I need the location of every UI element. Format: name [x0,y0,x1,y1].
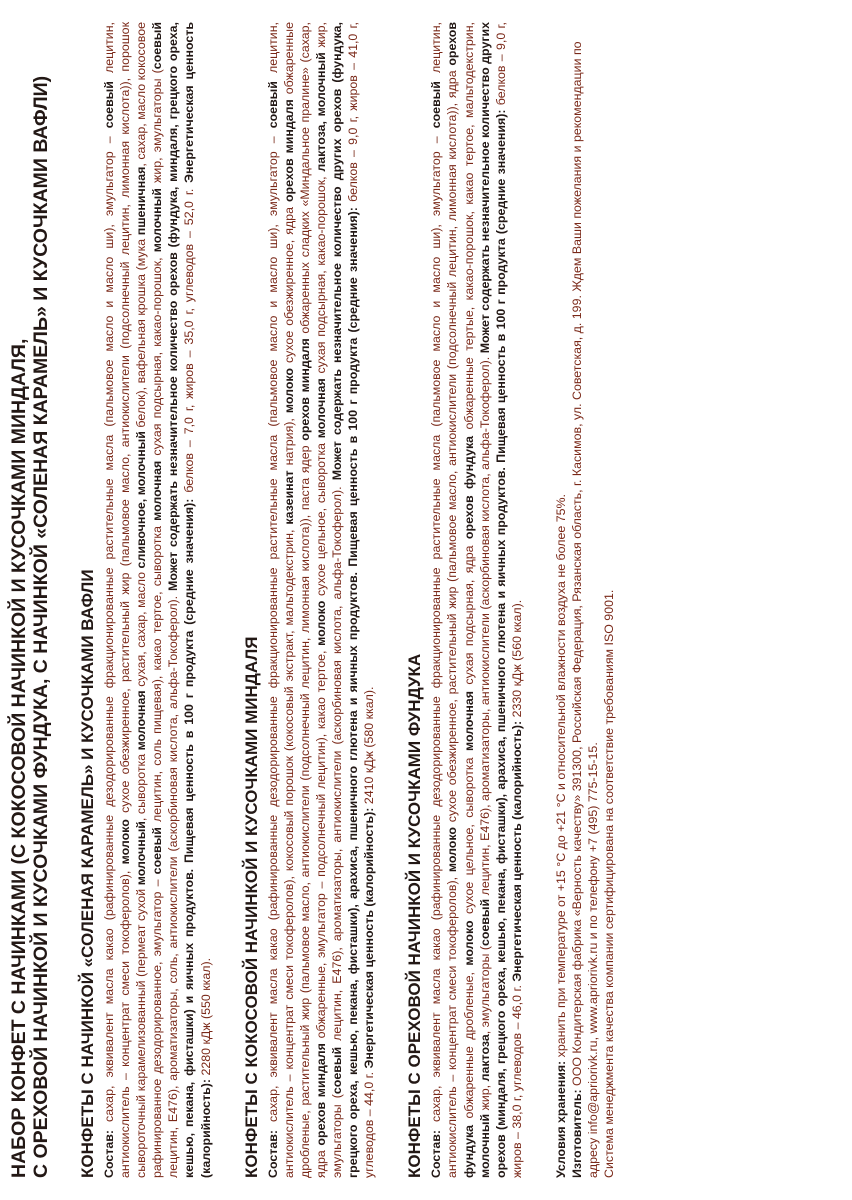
bold-text: молочная [461,691,476,752]
section-ingredients [101,22,214,1178]
bold-text: молочный [134,821,149,886]
body-text: обжаренные тертые, какао-порошок, какао тертое, мальтодекстрин, [461,22,476,436]
manufacturer-text: ООО Кондитерская фабрика «Верность качеству» 391300, Российская Федерация, Рязанская область, г. Касимов, ул. Советская, д. 199. Ждем Ваши пожелания и рекомендации по адресу info@apriorivk.ru, www.apriorivk.ru и по телефону +7 (495) 775-15-15. [569,41,601,1178]
section-ingredients [428,22,525,1178]
body-text: лецитин, Е476), ароматизаторы, антиокислители (аскорбиновая кислота, альфа-Токоферол). [477,353,492,899]
bold-text: Энергетическая ценность (калорийность): [362,807,377,1069]
bold-text: молочный [150,188,165,253]
body-text: белок), вафельная крошка (мука [134,235,149,432]
bold-text: соевый [102,81,116,129]
bold-text: молоко [461,920,476,966]
bold-text: лактоза, молочный [313,52,328,172]
iso-certification: Система менеджмента качества компании сертифицирована на соответствие требованиям ISO 9001. [602,589,617,1178]
bold-text: соевый [429,81,444,129]
bold-text: молочный [477,1113,492,1178]
body-text: лецитин, Е476), ароматизаторы, антиокислители (аскорбиновая кислота, альфа-Токоферол). [330,480,345,1047]
body-text: сухое цельное, сыворотка [461,751,476,921]
product-section [405,22,525,1178]
body-text: сухое обезжиренное, ядра [281,202,296,368]
body-text: обжаренные, эмульгатор – подсолнечный лецитин), какао тертое, [313,645,328,1044]
body-text: жир, эмульгаторы ( [150,69,165,189]
bold-text: молочная [134,690,149,751]
manufacturer-info [569,22,601,1178]
body-text: обжаренные дробленые, [461,965,476,1125]
bold-text: Энергетическая ценность (калорийность): [509,720,524,982]
bold-text: Может содержать незначительное количество других орехов (миндаля, грецкого ореха, кешью, пекана, фисташки), арахиса, пшеничного глютена и яичных продуктов. Пищевая ценность в 100 г продукта (средние значения): [477,22,508,1178]
bold-text: молоко [281,368,296,414]
bold-text: соевый [150,827,165,875]
body-text: жир, [477,1081,492,1114]
bold-text: орехов фундука [461,435,476,540]
section-title: КОНФЕТЫ С НАЧИНКОЙ «СОЛЕНАЯ КАРАМЕЛЬ» И КУСОЧКАМИ ВАФЛИ [78,569,97,1178]
product-section [242,22,378,1178]
bold-text: орехов фундука [445,22,476,1178]
section-title: КОНФЕТЫ С ОРЕХОВОЙ НАЧИНКОЙ И КУСОЧКАМИ ФУНДУКА [405,653,425,1178]
bold-text: Может содержать незначительное количество орехов (фундука, миндаля, грецкого ореха, кешью, пекана, фисташки) и яичных продуктов. Пищевая ценность в 100 г продукта (средние значения): [166,22,197,1178]
storage-conditions [553,22,569,1178]
bold-text: соевый [150,22,165,70]
body-text: сухое обезжиренное, растительный жир (пальмовое масло, антиокислители (подсолнечный лецитин, лимонная кислота)), ядра [445,65,460,828]
body-text: лецитин, антиокислитель – концентрат смеси токоферолов), кокосовый порошок (кокосовый экстракт, мальтодекстрин, [265,22,296,1178]
page-title [8,22,52,1178]
body-text: сухая подсырная, ядра [461,539,476,692]
body-text: 2280 кДж (550 ккал). [198,957,213,1079]
body-text: обжаренные дробленые, растительный жир (пальмовое масло, антиокислители (подсолнечный лецитин, лимонная кислота)), паста ядер [281,22,312,1178]
bold-text: молоко [118,819,133,865]
bold-text: Энергетическая ценность (калорийность): [182,22,213,1178]
body-text: сухое цельное, сыворотка [313,438,328,601]
body-text: сахар, эквивалент масла какао (рафинированные дезодорированные фракционированные растительные масла (пальмовое масло и масло ши), эмульгатор – [102,128,116,1131]
bold-text: соевый [477,898,492,947]
body-text: натрия), [281,413,296,471]
label-footer [553,22,617,1178]
manufacturer-label: Изготовитель: [569,1089,584,1178]
body-text: , сахар, масло кокосовое рафинированное дезодорированное, эмульгатор – [134,21,165,1178]
body-text: сухая, сахар, масло [134,568,149,691]
bold-text: пшеничная [134,166,149,236]
body-text: сухая подсырная, какао-порошок, [150,252,165,461]
body-text: белков – 7,0 г, жиров – 35,0 г, углеводов – 52,0 г. [182,182,197,499]
storage-label: Условия хранения: [553,1060,568,1178]
storage-text: хранить при температуре от +15 °С до +21 °С и относительной влажности воздуха не более 75%. [553,494,568,1061]
section-title: КОНФЕТЫ С КОКОСОВОЙ НАЧИНКОЙ И КУСОЧКАМИ МИНДАЛЯ [241,636,261,1178]
body-text: , сыворотка [134,750,149,822]
body-text: сахар, эквивалент масла какао (рафинированные дезодорированные фракционированные растительные масла (пальмовое масло и масло ши), эмульгатор – [265,128,280,1131]
body-text: лецитин, Е476), ароматизаторы, соль, антиокислители (аскорбиновая кислота, альфа-Токоферол). [166,591,181,1178]
body-text: обжаренных сладких «Миндальное пралине» (сахар, ядра [297,21,328,1178]
bold-text: молочная [313,378,328,439]
body-text: сухая подсырная, какао-порошок, [313,171,328,379]
body-text: , эмульгаторы ( [477,946,492,1035]
title-line-1: НАБОР КОНФЕТ С НАЧИНКАМИ (С КОКОСОВОЙ НАЧИНКОЙ И КУСОЧКАМИ МИНДАЛЯ, [8,338,30,1178]
body-text: сахар, эквивалент масла какао (рафинированные дезодорированные фракционированные растительные масла (пальмовое масло и масло ши), эмульгатор – [429,128,444,1131]
bold-text: соевый [330,1046,345,1095]
body-text: лецитин, антиокислитель – концентрат смеси токоферолов), [102,22,133,1178]
section-ingredients [265,22,378,1178]
bold-text: молоко [445,827,460,873]
bold-text: Состав: [265,1130,280,1178]
bold-text: Состав: [429,1130,444,1178]
bold-text: Состав: [102,1130,116,1178]
product-section [78,22,214,1178]
bold-text: сливочное, молочный [134,431,149,569]
bold-text: молоко [313,600,328,646]
bold-text: орехов миндаля [313,1043,328,1146]
bold-text: лактоза [477,1034,492,1082]
bold-text: орехов миндаля [297,338,312,441]
body-text: белков – 9,0 г, жиров – 41,0 г, углеводов – 44,0 г. [346,22,377,1178]
title-line-2: С ОРЕХОВОЙ НАЧИНКОЙ И КУСОЧКАМИ ФУНДУКА, С НАЧИНКОЙ «СОЛЕНАЯ КАРАМЕЛЬ» И КУСОЧКАМИ ВАФЛИ) [30,75,52,1178]
body-text: 2410 кДж (580 ккал). [362,686,377,808]
body-text: лецитин, антиокислитель – концентрат смеси токоферолов), [429,22,460,1178]
bold-text: казеинат [281,470,296,525]
bold-text: молочная [150,460,165,521]
body-text: 2330 кДж (560 ккал). [509,599,524,721]
body-text: жир, эмульгаторы ( [313,22,345,1178]
body-text: лецитин, соль пищевая), какао тертое, сыворотка [150,520,165,828]
bold-text: соевый [265,81,280,129]
bold-text: Может содержать незначительное количество других орехов (фундука, грецкого ореха, кешью, пекана, фисташки), арахиса, пшеничного глютена и яичных продуктов. Пищевая ценность в 100 г продукта (средние значения): [330,22,361,1178]
body-text: белков – 9,0 г, жиров – 38,0 г, углеводов – 46,0 г. [493,22,524,1178]
body-text: сухое обезжиренное, растительный жир (пальмовое масло, антиокислители (подсолнечный лецитин, лимонная кислота)), порошок сывороточный карамелизованный (пермеат сухой [118,22,149,1178]
bold-text: орехов миндаля [281,99,296,203]
